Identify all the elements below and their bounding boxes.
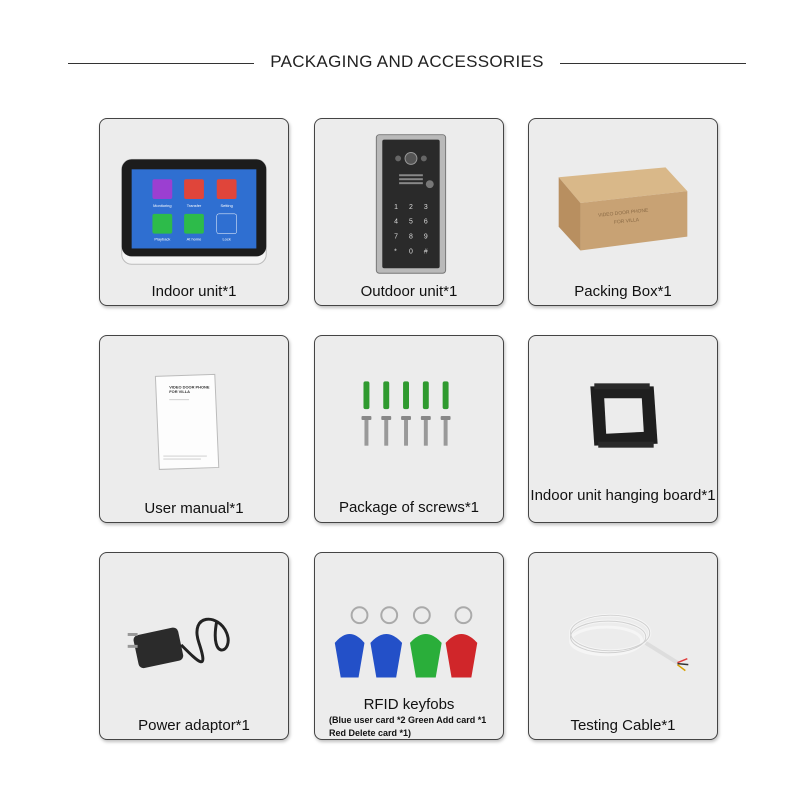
screws-image [315, 336, 503, 496]
svg-text:6: 6 [423, 218, 428, 226]
section-header [0, 52, 800, 76]
user-manual-image [100, 336, 288, 496]
header-divider-left [68, 63, 254, 64]
tile-label: Transfer [186, 202, 202, 208]
item-sublabel: Red Delete card *1) [329, 728, 412, 738]
manual-title-line: FOR VILLA [169, 389, 191, 395]
svg-text:1: 1 [394, 203, 399, 211]
packing-box-image [529, 119, 717, 279]
item-card-outdoor-unit [314, 118, 504, 306]
svg-text:#: # [423, 248, 428, 256]
item-label: Package of screws*1 [338, 499, 480, 516]
item-label: Packing Box*1 [574, 283, 672, 300]
svg-text:3: 3 [423, 203, 428, 211]
item-label: Indoor unit hanging board*1 [530, 487, 716, 504]
item-label: Outdoor unit*1 [360, 283, 458, 300]
section-title: PACKAGING AND ACCESSORIES [270, 52, 544, 71]
item-label: RFID keyfobs [363, 696, 455, 713]
item-label: Indoor unit*1 [151, 283, 237, 300]
svg-text:7: 7 [394, 233, 399, 241]
item-card-rfid-keyfobs [314, 552, 504, 740]
svg-text:5: 5 [409, 218, 413, 226]
item-card-screws [314, 335, 504, 523]
item-card-power-adaptor [99, 552, 289, 740]
svg-text:8: 8 [409, 233, 413, 241]
svg-text:*: * [394, 248, 397, 256]
svg-text:4: 4 [394, 218, 399, 226]
tile-label: Playback [154, 236, 171, 242]
outdoor-unit-image [315, 119, 503, 279]
item-sublabel: (Blue user card *2 Green Add card *1 [329, 715, 487, 725]
svg-text:2: 2 [409, 203, 413, 211]
rfid-keyfobs-image [315, 553, 503, 713]
tile-label: At home [186, 236, 202, 242]
tile-label: Monitoring [153, 202, 172, 208]
power-adaptor-image [100, 553, 288, 713]
manual-title-line: VIDEO DOOR PHONE [169, 384, 210, 390]
item-card-hanging-board [528, 335, 718, 523]
testing-cable-image [529, 553, 717, 713]
item-card-user-manual [99, 335, 289, 523]
box-print-line: VIDEO DOOR PHONE [597, 208, 649, 219]
indoor-unit-image [100, 119, 288, 279]
item-card-indoor-unit [99, 118, 289, 306]
item-label: Testing Cable*1 [570, 717, 676, 734]
hanging-board-image [529, 336, 717, 496]
item-card-testing-cable [528, 552, 718, 740]
header-divider-right [560, 63, 746, 64]
svg-text:9: 9 [423, 233, 428, 241]
item-card-packing-box [528, 118, 718, 306]
tile-label: Setting [220, 202, 233, 208]
item-label: User manual*1 [144, 500, 244, 517]
box-print-line: FOR VILLA [613, 218, 640, 226]
item-label: Power adaptor*1 [138, 717, 250, 734]
tile-label: Lock [222, 236, 231, 242]
svg-text:0: 0 [409, 248, 413, 256]
